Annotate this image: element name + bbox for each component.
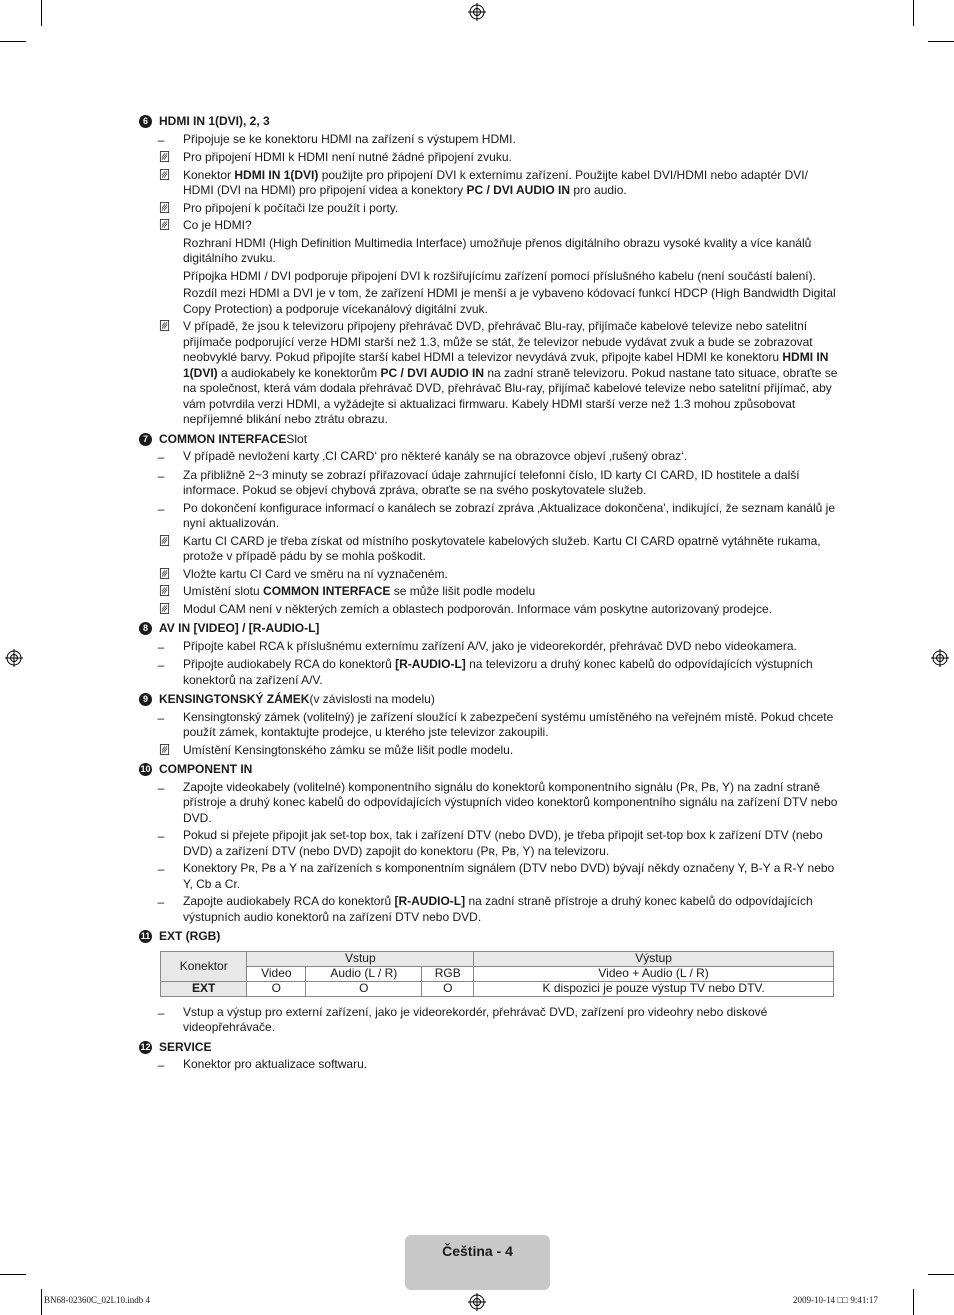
crop-mark [0,1274,26,1275]
text-run: Za přibližně 2~3 minuty se zobrazí přiřazovací údaje zahrnující telefonní číslo, ID karty CI CARD, ID hostitele a další informace. Pokud se objeví chybová zpráva, obraťte se na svého poskytovatele služeb. [183,467,800,497]
text-run: Přípojka HDMI / DVI podporuje připojení DVI k rozšiřujícímu zařízení pomocí příslušného kabelu (není součástí balení). [183,268,816,283]
print-timestamp: 2009-10-14 □□ 9:41:17 [793,1295,878,1305]
dash-item [139,501,839,532]
item-text [183,861,839,892]
text-run: Co je HDMI? [183,218,252,232]
text-run: Umístění Kensingtonského zámku se může lišit podle modelu. [183,742,514,757]
table-cell: K dispozici je pouze výstup TV nebo DTV. [474,981,834,996]
table-header-row [161,951,834,966]
text-run: Vstup a výstup pro externí zařízení, jako je videorekordér, přehrávač DVD, zařízení pro videohry nebo diskové videopřehrávače. [183,1004,768,1034]
section-subtitle: (v závislosti na modelu) [309,692,435,706]
header-rgb: RGB [422,966,474,981]
dash-marker: – [157,1005,165,1020]
item-text [183,534,839,565]
section-av-in-video-r-audio-l [139,621,839,688]
header-video: Video [247,966,306,981]
item-text [183,602,839,618]
note-item [139,150,839,166]
section-number-badge: 11 [140,931,151,942]
note-marker [139,743,183,759]
note-icon [159,744,170,755]
dash-marker: – [157,450,165,464]
text-run: Rozdíl mezi HDMI a DVI je v tom, že zařízení HDMI je menší a je vybaveno kódovací funkcí HDCP (High Bandwidth Digital Copy Protection) a podporuje vícekanálový digitální zvuk. [183,286,836,316]
text-run: se může lišit podle modelu [390,584,536,598]
dash-item [139,780,839,827]
dash-marker: – [157,710,165,725]
section-number-badge: 6 [139,115,152,128]
page-label: Čeština - 4 [442,1243,513,1259]
note-marker [139,319,183,428]
header-vstup: Vstup [247,951,474,966]
note-icon [159,169,170,180]
bold-run: [R-AUDIO-L] [395,657,466,671]
paragraph [183,269,839,285]
section-number-badge: 10 [140,764,151,775]
note-marker [139,567,183,583]
dash-item [139,132,839,149]
note-item [139,584,839,600]
paragraph [183,236,839,267]
table-subheader-row [161,966,834,981]
text-run: na zadní straně televizoru. Pokud nastane tato situace, obraťte se na společnost, která vám dodala přehrávač DVD, přehrávač Blu-ray, přijímač kabelové televize nebo satelitní přijímač, aby vám potvrdila verzi HDMI, a vyžádejte si aktualizaci firmwaru. Kabely HDMI starší verze než 1.3 mohou způsobovat nepříjemné blikání nebo ztrátu obrazu. [183,365,838,426]
section-title: COMMON INTERFACE [159,431,287,446]
item-text [183,780,839,827]
bold-run: PC / DVI AUDIO IN [380,365,485,380]
text-run: Zapojte videokabely (volitelné) komponentního signálu do konektorů komponentního signálu (Pʀ, Pʙ, Y) na zadní straně přístroje a druhý konec kabelů do odpovídajících výstupních video konektorů komponentního signálu na zařízení DTV nebo DVD. [183,779,838,825]
header-konektor: Konektor [161,951,247,981]
note-icon [159,603,170,614]
section-heading [139,621,839,637]
note-marker [139,150,183,166]
crop-mark [928,1274,954,1275]
section-number-badge: 12 [140,1041,151,1052]
dash-marker: – [157,639,165,654]
section-subtitle: Slot [286,431,308,446]
registration-mark-icon [5,649,23,667]
text-run: V případě, že jsou k televizoru připojeny přehrávač DVD, přehrávač Blu-ray, přijímače kabelové televize nebo satelitní přijímače podporující verze HDMI starší než 1.3, může se stát, že televizor nebude vydávat zvuk a bude se zobrazovat neobvyklé barvy. Pokud připojíte starší kabel HDMI a televizor nevydává zvuk, připojte kabel HDMI ke konektoru [183,319,813,364]
text-run: na televizoru a druhý konec kabelů do odpovídajících výstupních konektorů na zařízení A/V. [183,657,813,687]
section-heading [139,929,839,945]
crop-mark [41,1289,42,1315]
dash-item [139,657,839,688]
item-text [183,894,839,925]
note-item [139,168,839,199]
dash-marker: – [157,658,165,672]
note-icon [159,568,170,579]
section-title: EXT (RGB) [159,929,221,943]
text-run: Kartu CI CARD je třeba získat od místního poskytovatele kabelových služeb. Kartu CI CARD opatrně vytáhněte rukama, protože v případě pádu by se mohla poškodit. [183,533,821,563]
item-text [183,639,839,656]
dash-item [139,861,839,892]
text-run: Připojuje se ke konektoru HDMI na zařízení s výstupem HDMI. [183,131,516,146]
crop-mark [41,0,42,26]
dash-marker: – [157,780,165,795]
dash-marker: – [157,468,165,483]
section-heading [139,114,839,130]
text-run: použijte pro připojení DVI k externímu zařízení. Použijte kabel DVI/HDMI nebo adaptér DVI/ HDMI (DVI na HDMI) pro připojení videa a konektory [183,167,808,197]
registration-mark-icon [931,649,949,667]
note-marker [139,201,183,217]
note-icon [159,535,170,546]
dash-item [139,1005,839,1036]
item-text [183,1005,839,1036]
crop-mark [913,0,914,26]
item-text [183,584,839,600]
file-info: BN68-02360C_02L10.indb 4 [44,1295,151,1305]
section-title: KENSINGTONSKÝ ZÁMEK [159,692,310,706]
item-text [183,710,839,741]
bold-run: COMMON INTERFACE [263,584,391,598]
text-run: Umístění slotu [183,584,264,598]
table-cell: O [422,981,474,996]
item-text [183,218,839,234]
note-icon [159,585,170,596]
dash-item [139,468,839,499]
note-marker [139,534,183,565]
crop-mark [913,1289,914,1315]
section-hdmi-in-1-dvi-2-3 [139,114,839,428]
note-item [139,201,839,217]
note-marker [139,218,183,234]
item-text [183,168,839,199]
bold-run: [R-AUDIO-L] [394,894,466,908]
dash-marker: – [157,132,165,147]
bold-run: HDMI IN 1(DVI) [234,167,319,182]
dash-marker: – [157,862,165,876]
text-run: Připojte kabel RCA k příslušnému externímu zařízení A/V, jako je videorekordér, přehrávač DVD nebo videokamera. [183,638,797,653]
text-run: na zadní straně přístroje a druhý konec kabelů do odpovídajících výstupních audio konektorů na zařízení DTV nebo DVD. [183,894,813,924]
note-marker [139,602,183,618]
text-run: Modul CAM není v některých zemích a oblastech podporován. Informace vám poskytne autorizovaný prodejce. [183,601,772,616]
text-run: Konektor [183,167,235,182]
crop-mark [0,41,26,42]
table-row [161,981,834,996]
section-common-interface [139,432,839,618]
text-run: Pokud si přejete připojit jak set-top box, tak i zařízení DTV (nebo DVD), je třeba připojit set-top box k zařízení DTV (nebo DVD) a zařízení DTV (nebo DVD) zapojit do konektoru (Pʀ, Pʙ, Y) na televizoru. [183,828,823,858]
registration-mark-icon [468,1293,486,1311]
manual-content [139,110,839,1076]
note-item [139,743,839,759]
note-item [139,567,839,583]
text-run: Konektor pro aktualizace softwaru. [183,1057,368,1071]
text-run: Konektory Pʀ, Pʙ a Y na zařízeních s komponentním signálem (DTV nebo DVD) bývají někdy označeny Y, B-Y a R-Y nebo Y, Cb a Cr. [183,861,835,891]
section-heading [139,762,839,778]
item-text [183,201,839,217]
table-cell: O [306,981,422,996]
section-number-badge: 8 [139,622,152,635]
note-item [139,602,839,618]
item-text [183,567,839,583]
item-text [183,1057,839,1074]
note-marker [139,584,183,600]
crop-mark [928,41,954,42]
text-run: pro audio. [570,183,627,197]
dash-marker: – [157,1058,165,1072]
bold-run: PC / DVI AUDIO IN [466,183,571,197]
dash-item [139,449,839,466]
text-run: Připojte audiokabely RCA do konektorů [183,657,396,671]
text-run: Kensingtonský zámek (volitelný) je zařízení sloužící k zabezpečení systému umístěného na veřejném místě. Pokud chcete použít zámek, kontaktujte prodejce, u kterého jste televizor zakoupili. [183,709,834,739]
dash-item [139,1057,839,1074]
section-heading [139,432,839,448]
item-text [183,132,839,149]
note-icon [159,151,170,162]
header-audio: Audio (L / R) [306,966,422,981]
dash-item [139,894,839,925]
section-title: COMPONENT IN [159,762,253,776]
section-title: SERVICE [159,1039,212,1054]
section-ext-rgb [139,929,839,1036]
connector-table [160,951,834,997]
item-text [183,468,839,499]
table-cell: EXT [161,981,247,996]
note-item [139,218,839,234]
bold-run: HDMI IN 1(DVI) [183,350,829,380]
section-title: HDMI IN 1(DVI), 2, 3 [159,114,270,128]
text-run: Pro připojení HDMI k HDMI není nutné žádné připojení zvuku. [183,150,512,164]
text-run: V případě nevložení karty ‚CI CARD‘ pro některé kanály se na obrazovce objeví ‚rušený obraz‘. [183,449,688,463]
dash-item [139,639,839,656]
item-text [183,743,839,759]
table-cell: O [247,981,306,996]
section-heading [139,1040,839,1056]
text-run: Vložte kartu CI Card ve směru na ní vyznačeném. [183,566,448,581]
page-number-tab [405,1235,550,1290]
item-text [183,449,839,466]
text-run: Pro připojení k počítači lze použít i porty. [183,200,399,215]
text-run: a audiokabely ke konektorům [217,365,381,380]
dash-item [139,710,839,741]
text-run: Zapojte audiokabely RCA do konektorů [183,894,395,908]
text-run: Rozhraní HDMI (High Definition Multimedia Interface) umožňuje přenos digitálního obrazu vysoké kvality a více kanálů digitálního zvuku. [183,235,812,265]
section-number-badge: 7 [139,433,152,446]
header-vystup: Výstup [474,951,834,966]
dash-marker: – [157,895,165,909]
paragraph [183,286,839,317]
note-icon [159,320,170,331]
section-title: AV IN [VIDEO] / [R-AUDIO-L] [159,621,320,635]
section-service [139,1040,839,1074]
note-icon [159,219,170,230]
section-heading [139,692,839,708]
dash-marker: – [157,829,165,843]
header-output: Video + Audio (L / R) [474,966,834,981]
dash-marker: – [157,501,165,516]
note-item [139,319,839,428]
note-item [139,534,839,565]
section-number-badge: 9 [139,693,152,706]
note-icon [159,202,170,213]
item-text [183,501,839,532]
item-text [183,319,839,428]
item-text [183,828,839,859]
item-text [183,150,839,166]
item-text [183,657,839,688]
section-component-in [139,762,839,925]
dash-item [139,828,839,859]
section-kensingtonsk-z-mek [139,692,839,758]
note-marker [139,168,183,199]
registration-mark-icon [468,3,486,21]
text-run: Po dokončení konfigurace informací o kanálech se zobrazí zpráva ‚Aktualizace dokončena', indikující, že seznam kanálů je nyní aktualizován. [183,500,835,530]
